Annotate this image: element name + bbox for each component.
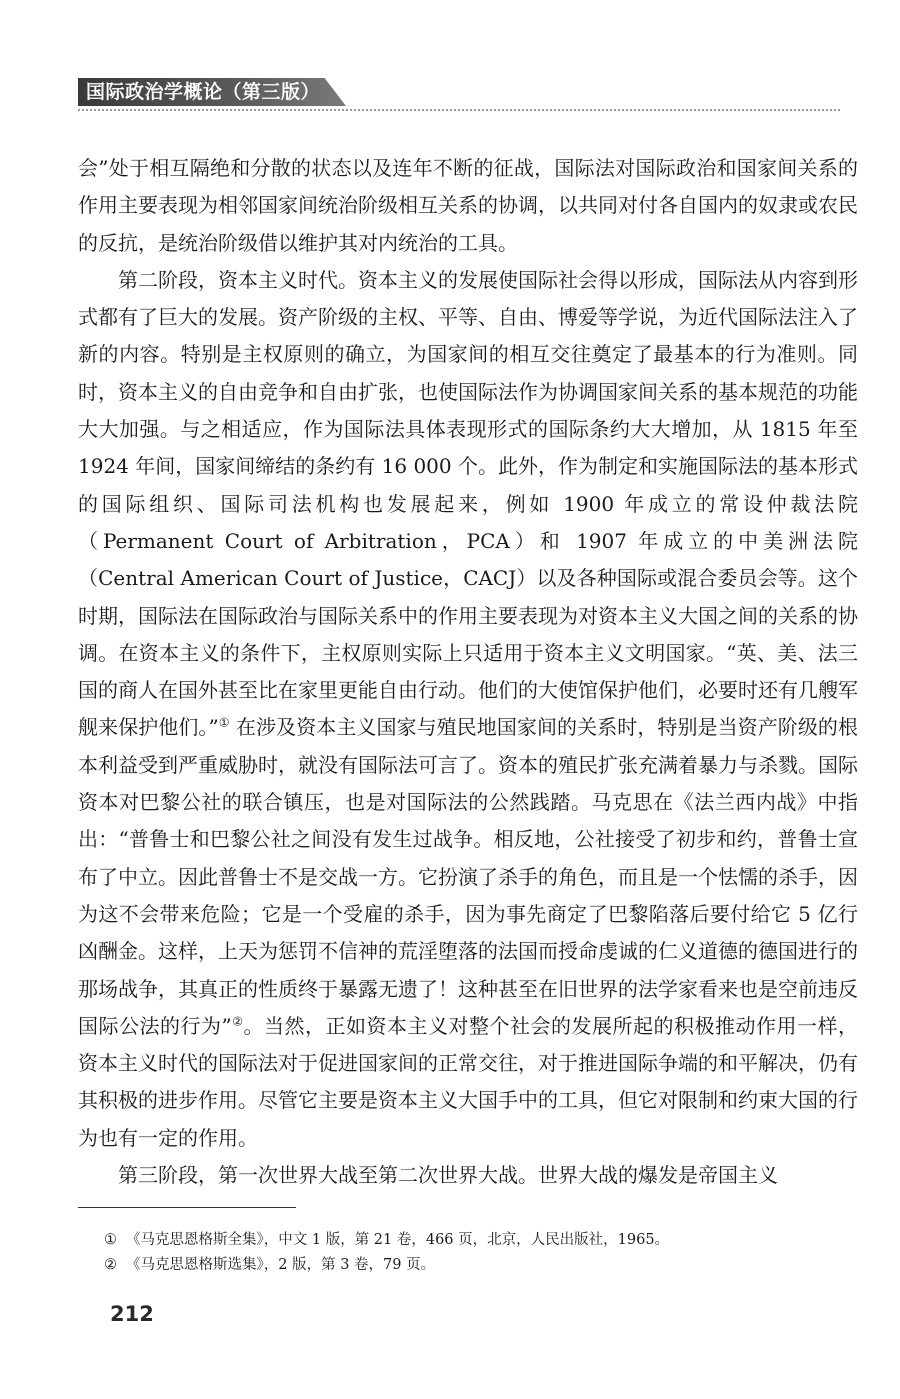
paragraph-3: 第三阶段，第一次世界大战至第二次世界大战。世界大战的爆发是帝国主义 bbox=[118, 1163, 778, 1188]
book-title: 国际政治学概论（第三版） bbox=[86, 81, 321, 103]
footnote-ref-1: ① bbox=[218, 715, 230, 730]
footnote-text: 《马克思恩格斯选集》，2 版，第 3 卷，79 页。 bbox=[126, 1257, 436, 1273]
paragraph-2 bbox=[78, 262, 858, 1157]
paragraph-2-part-a: 第二阶段，资本主义时代。资本主义的发展使国际社会得以形成，国际法从内容到形式都有了巨大的发展。资产阶级的主权、平等、自由、博爱等学说，为近代国际法注入了新的内容。特别是主权原则的确立，为国家间的相互交往奠定了最基本的行为准则。同时，资本主义的自由竞争和自由扩张，也使国际法作为协调国家间关系的基本规范的功能大大加强。与之相适应，作为国际法具体表现形式的国际条约大大增加，从 1815 年至 1924 年间，国家间缔结的条约有 16 000 个。此外，作为制定和实施国际法的基本形式的国际组织、国际司法机构也发展起来，例如 1900 年成立的常设仲裁法院（Permanent Court of Arbitration，PCA）和 1907 年成立的中美洲法院（Central American Court of Justice，CACJ）以及各种国际或混合委员会等。这个时期，国际法在国际政治与国际关系中的作用主要表现为对资本主义大国之间的关系的协调。在资本主义的条件下，主权原则实际上只适用于资本主义文明国家。“英、美、法三国的商人在国外甚至比在家里更能自由行动。他们的大使馆保护他们，必要时还有几艘军舰来保护他们。” bbox=[78, 267, 858, 740]
paragraph-2-part-b: 在涉及资本主义国家与殖民地国家间的关系时，特别是当资产阶级的根本利益受到严重威胁时，就没有国际法可言了。资本的殖民扩张充满着暴力与杀戮。国际资本对巴黎公社的联合镇压，也是对国际法的公然践踏。马克思在《法兰西内战》中指出：“普鲁士和巴黎公社之间没有发生过战争。相反地，公社接受了初步和约，普鲁士宣布了中立。因此普鲁士不是交战一方。它扮演了杀手的角色，而且是一个怯懦的杀手，因为这不会带来危险；它是一个受雇的杀手，因为事先商定了巴黎陷落后要付给它 5 亿行凶酬金。这样，上天为惩罚不信神的荒淫堕落的法国而授命虔诚的仁义道德的德国进行的那场战争，其真正的性质终于暴露无遗了！这种甚至在旧世界的法学家看来也是空前违反国际公法的行为” bbox=[78, 715, 858, 1038]
footnote-1 bbox=[104, 1228, 844, 1253]
running-header bbox=[78, 78, 838, 108]
footnote-text: 《马克思恩格斯全集》，中文 1 版，第 21 卷，466 页，北京，人民出版社，1965。 bbox=[126, 1232, 670, 1248]
footnotes bbox=[104, 1228, 844, 1278]
page-body bbox=[78, 150, 858, 1194]
page-number: 212 bbox=[110, 1302, 154, 1326]
paragraph-2-part-c: 。当然，正如资本主义对整个社会的发展所起的积极推动作用一样，资本主义时代的国际法对于促进国家间的正常交往，对于推进国际争端的和平解决，仍有其积极的进步作用。尽管它主要是资本主义大国手中的工具，但它对限制和约束大国的行为也有一定的作用。 bbox=[78, 1013, 858, 1150]
footnote-separator bbox=[78, 1207, 296, 1208]
footnote-mark: ② bbox=[104, 1257, 117, 1273]
footnote-mark: ① bbox=[104, 1232, 117, 1248]
header-dotted-rule bbox=[78, 109, 840, 111]
footnote-ref-2: ② bbox=[231, 1014, 244, 1029]
footnote-2 bbox=[104, 1253, 844, 1278]
paragraph-1: 会”处于相互隔绝和分散的状态以及连年不断的征战，国际法对国际政治和国家间关系的作用主要表现为相邻国家间统治阶级相互关系的协调，以共同对付各自国内的奴隶或农民的反抗，是统治阶级借以维护其对内统治的工具。 bbox=[78, 156, 858, 255]
